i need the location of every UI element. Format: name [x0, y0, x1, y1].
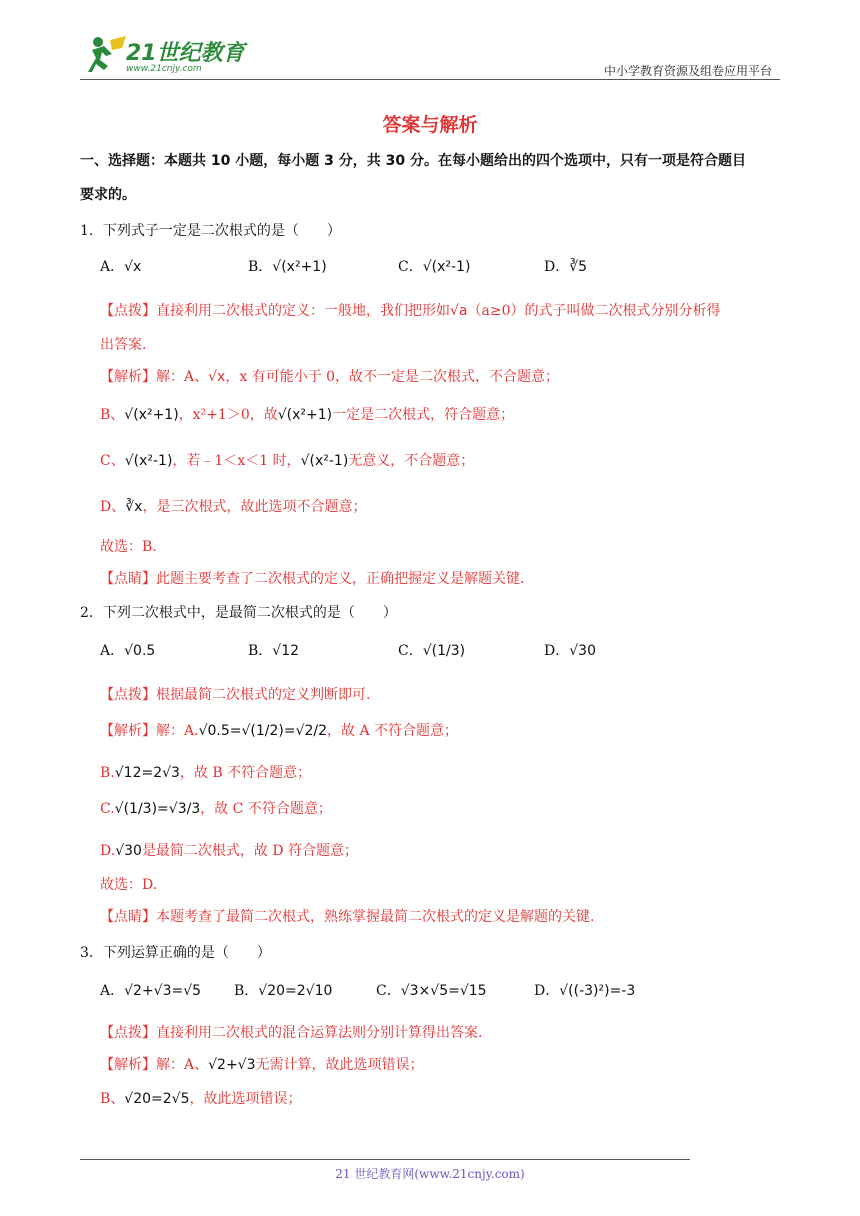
- q1-analysis-b: B、√(x²+1)，x²+1＞0，故√(x²+1)一定是二次根式，符合题意；: [100, 407, 515, 423]
- q3-option-a: A．√2+√3=√5: [100, 983, 202, 999]
- q1-analysis-a: 【解析】解：A、√x，x 有可能小于 0，故不一定是二次根式，不合题意；: [100, 369, 560, 385]
- q2-stem: 2．下列二次根式中，是最简二次根式的是（ ）: [80, 605, 397, 621]
- footer-divider: [80, 1159, 690, 1160]
- q1-tip: 【点拨】直接利用二次根式的定义：一般地，我们把形如√a（a≥0）的式子叫做二次根式分别分析得: [100, 303, 721, 319]
- q1-option-d: D．∛5: [544, 259, 588, 275]
- q2-option-d: D．√30: [544, 643, 596, 659]
- q3-option-c: C．√3×√5=√15: [376, 983, 487, 999]
- q2-analysis-a: 【解析】解：A.√0.5=√(1/2)=√2/2，故 A 不符合题意；: [100, 723, 459, 739]
- q3-tip: 【点拨】直接利用二次根式的混合运算法则分别计算得出答案.: [100, 1025, 483, 1041]
- q2-option-b: B．√12: [248, 643, 300, 659]
- q2-option-a: A．√0.5: [100, 643, 156, 659]
- logo-url: www.21cnjy.com: [126, 64, 202, 74]
- q1-stem: 1．下列式子一定是二次根式的是（ ）: [80, 223, 341, 239]
- q1-comment: 【点睛】此题主要考查了二次根式的定义，正确把握定义是解题关键.: [100, 571, 525, 587]
- q2-analysis-b: B.√12=2√3，故 B 不符合题意；: [100, 765, 312, 781]
- q1-option-b: B．√(x²+1): [248, 259, 327, 275]
- footer-text: 21 世纪教育网(www.21cnjy.com): [335, 1167, 525, 1181]
- q2-analysis-c: C.√(1/3)=√3/3，故 C 不符合题意；: [100, 801, 332, 817]
- q1-option-c: C．√(x²-1): [398, 259, 471, 275]
- page-title: 答案与解析: [382, 114, 478, 136]
- platform-name: 中小学教育资源及组卷应用平台: [603, 64, 772, 78]
- q1-tip-cont: 出答案.: [100, 337, 147, 353]
- q2-analysis-d: D.√30是最简二次根式，故 D 符合题意；: [100, 843, 359, 859]
- section-heading-line1: 一、选择题：本题共 10 小题，每小题 3 分，共 30 分。在每小题给出的四个选项中，只有一项是符合题目: [80, 153, 746, 169]
- q2-answer: 故选：D.: [100, 877, 158, 893]
- q1-answer: 故选：B.: [100, 539, 157, 555]
- q3-option-d: D．√((-3)²)=-3: [534, 983, 636, 999]
- logo-text: 21世纪教育: [126, 41, 245, 66]
- q1-analysis-d: D、∛x，是三次根式，故此选项不合题意；: [100, 499, 367, 515]
- q2-comment: 【点睛】本题考查了最简二次根式，熟练掌握最简二次根式的定义是解题的关键.: [100, 909, 595, 925]
- q3-option-b: B．√20=2√10: [234, 983, 333, 999]
- q3-analysis-b: B、√20=2√5，故此选项错误；: [100, 1091, 302, 1107]
- q1-analysis-c: C、√(x²-1)，若﹣1＜x＜1 时，√(x²-1)无意义，不合题意；: [100, 453, 475, 469]
- section-heading-line2: 要求的。: [80, 187, 136, 203]
- q1-option-a: A．√x: [100, 259, 142, 275]
- q2-option-c: C．√(1/3): [398, 643, 466, 659]
- q3-stem: 3．下列运算正确的是（ ）: [80, 945, 271, 961]
- q3-analysis-a: 【解析】解：A、√2+√3无需计算，故此选项错误；: [100, 1057, 424, 1073]
- q2-tip: 【点拨】根据最简二次根式的定义判断即可.: [100, 687, 371, 703]
- site-logo: [82, 32, 252, 78]
- header-divider: [80, 79, 780, 80]
